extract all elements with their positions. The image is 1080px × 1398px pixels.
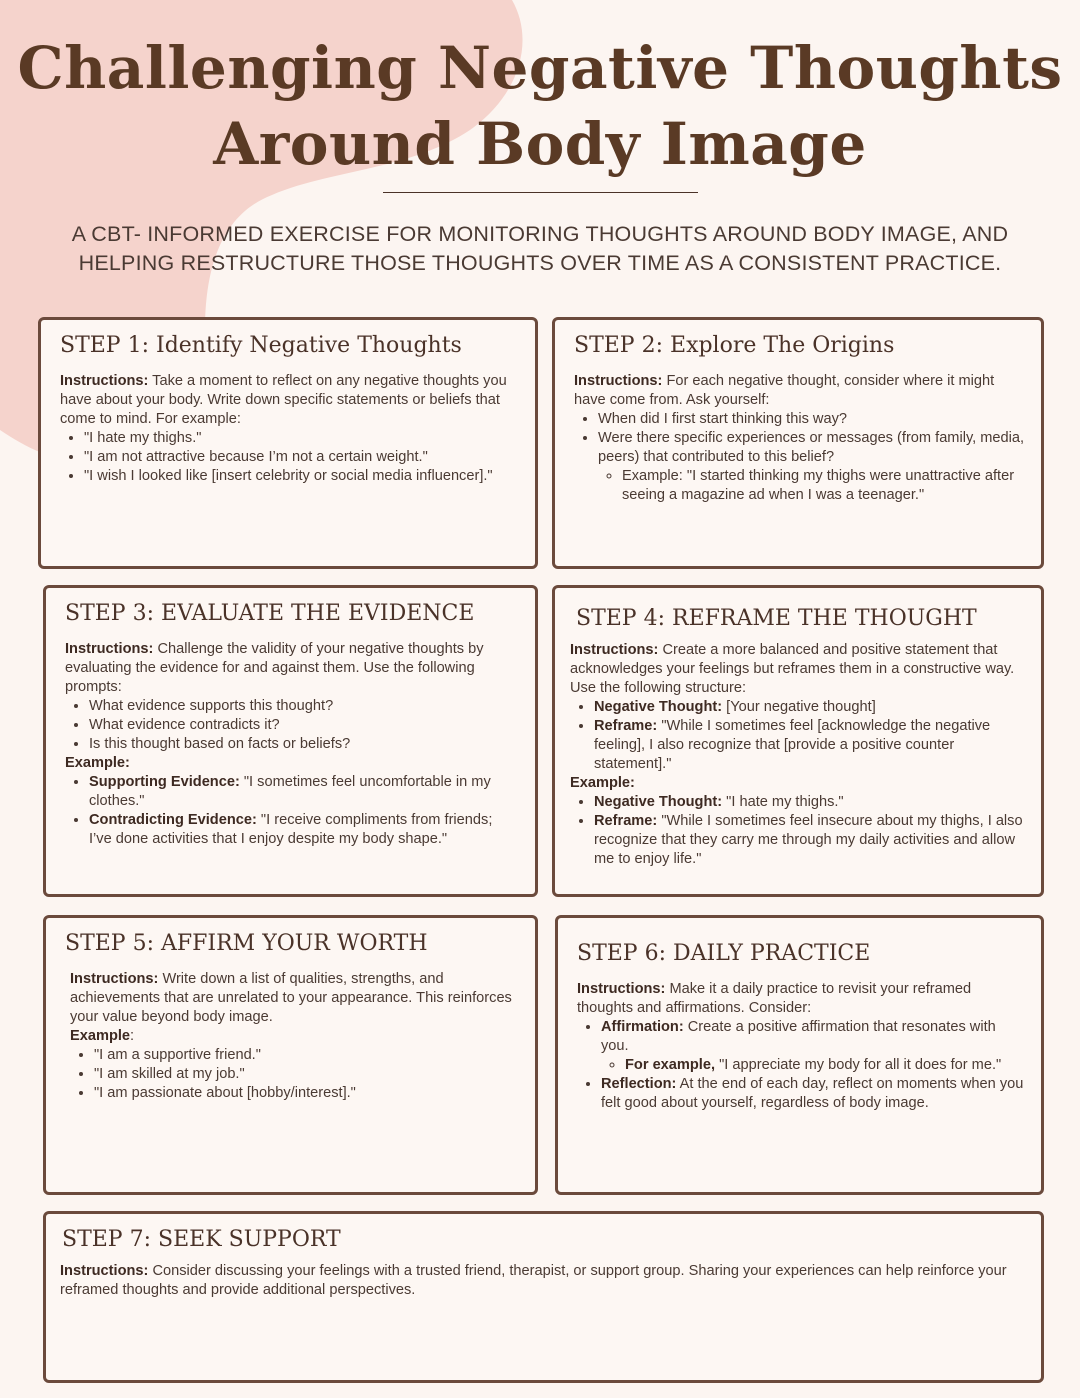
step-6-instructions <box>577 980 1025 1018</box>
list-item: • Supporting Evidence: "I sometimes feel uncomfortable in my clothes." <box>89 773 519 811</box>
step-2-list <box>574 410 1025 505</box>
step-3-example-heading: Example: <box>65 755 130 771</box>
instructions-text: For each negative thought, consider where it might have come from. Ask yourself: <box>574 373 995 408</box>
step-2-card <box>552 317 1044 569</box>
list-item: • "I wish I looked like [insert celebrity or social media influencer]." <box>84 467 519 486</box>
step-3-title: STEP 3: EVALUATE THE EVIDENCE <box>65 601 475 626</box>
step-7-instructions <box>60 1262 1025 1300</box>
sub-list-item: ◦ Example: "I started thinking my thighs were unattractive after seeing a magazine ad when I was a teenager." <box>622 467 1025 505</box>
step-1-card <box>38 317 538 569</box>
step-1-title: STEP 1: Identify Negative Thoughts <box>60 333 462 358</box>
sub-list-item: ◦ For example, "I appreciate my body for all it does for me." <box>625 1056 1025 1075</box>
step-2-instructions <box>574 372 1025 410</box>
step-3-examples <box>65 773 519 849</box>
step-4-instructions <box>570 641 1025 698</box>
list-item: • Negative Thought: [Your negative thought] <box>594 698 1025 717</box>
step-5-card <box>43 915 538 1195</box>
step-6-sublist <box>601 1056 1025 1075</box>
step-2-sublist <box>598 467 1025 505</box>
list-item: • "I hate my thighs." <box>84 429 519 448</box>
step-7-title: STEP 7: SEEK SUPPORT <box>62 1227 341 1252</box>
page-subtitle <box>60 220 1020 278</box>
list-item: • Reframe: "While I sometimes feel [acknowledge the negative feeling], I also recognize that [provide a positive counter statement]." <box>594 717 1025 774</box>
step-3-body <box>65 640 519 849</box>
instructions-text: Challenge the validity of your negative thoughts by evaluating the evidence for and against them. Use the following prompts: <box>65 641 484 695</box>
title-divider <box>383 192 698 193</box>
list-item: • Reframe: "While I sometimes feel insecure about my thighs, I also recognize that they carry me through my daily activities and allow me to enjoy life." <box>594 812 1025 869</box>
step-4-structure <box>570 698 1025 774</box>
step-1-body <box>60 372 519 486</box>
list-item: • What evidence contradicts it? <box>89 716 519 735</box>
step-2-body <box>574 372 1025 505</box>
list-item: • Negative Thought: "I hate my thighs." <box>594 793 1025 812</box>
step-2-title: STEP 2: Explore The Origins <box>574 333 895 358</box>
step-3-prompts <box>65 697 519 754</box>
list-item: • "I am passionate about [hobby/interest]." <box>94 1084 519 1103</box>
instructions-label: Instructions: <box>574 373 663 389</box>
step-7-card <box>43 1211 1044 1383</box>
step-4-examples <box>570 793 1025 869</box>
step-4-title: STEP 4: REFRAME THE THOUGHT <box>576 606 977 631</box>
list-item: • When did I first start thinking this way? <box>598 410 1025 429</box>
step-7-body <box>60 1262 1025 1300</box>
step-6-body <box>577 980 1025 1113</box>
step-5-example-heading: Example: <box>70 1028 135 1044</box>
instructions-label: Instructions: <box>70 971 159 987</box>
step-5-list <box>70 1046 519 1103</box>
step-5-title: STEP 5: AFFIRM YOUR WORTH <box>65 931 428 956</box>
step-4-card <box>552 585 1044 897</box>
subtitle-line-1: A CBT- INFORMED EXERCISE FOR MONITORING THOUGHTS AROUND BODY IMAGE, AND <box>71 222 1009 246</box>
step-5-body <box>65 970 519 1103</box>
instructions-label: Instructions: <box>577 981 666 997</box>
step-6-list <box>577 1018 1025 1113</box>
step-4-body <box>570 641 1025 869</box>
step-3-instructions <box>65 640 519 697</box>
instructions-label: Instructions: <box>60 1263 149 1279</box>
title-line-1: Challenging Negative Thoughts <box>17 34 1063 102</box>
title-line-2: Around Body Image <box>213 110 867 178</box>
step-6-title: STEP 6: DAILY PRACTICE <box>577 941 871 966</box>
list-item: • Reflection: At the end of each day, reflect on moments when you felt good about yourself, regardless of body image. <box>601 1075 1025 1113</box>
step-3-card <box>43 585 538 897</box>
instructions-label: Instructions: <box>65 641 154 657</box>
list-item: • "I am a supportive friend." <box>94 1046 519 1065</box>
list-item: • What evidence supports this thought? <box>89 697 519 716</box>
list-item: • Contradicting Evidence: "I receive compliments from friends; I’ve done activities that I enjoy despite my body shape." <box>89 811 519 849</box>
page-title <box>0 30 1080 182</box>
step-1-list <box>60 429 519 486</box>
instructions-text: Take a moment to reflect on any negative thoughts you have about your body. Write down specific statements or beliefs that come to mind. For example: <box>60 373 507 427</box>
instructions-text: Consider discussing your feelings with a trusted friend, therapist, or support group. Sharing your experiences can help reinforce your reframed thoughts and provide additional perspectives. <box>60 1263 1007 1298</box>
instructions-text: Write down a list of qualities, strengths, and achievements that are unrelated to your appearance. This reinforces your value beyond body image. <box>70 971 512 1025</box>
list-item: • Affirmation: Create a positive affirmation that resonates with you. ◦ For example, "I appreciate my body for all it does for me." <box>601 1018 1025 1075</box>
list-item: • "I am not attractive because I’m not a certain weight." <box>84 448 519 467</box>
subtitle-line-2: HELPING RESTRUCTURE THOSE THOUGHTS OVER TIME AS A CONSISTENT PRACTICE. <box>78 251 1002 275</box>
list-item-text: Were there specific experiences or messages (from family, media, peers) that contributed to this belief? <box>598 430 1025 465</box>
step-6-card <box>555 915 1044 1195</box>
instructions-label: Instructions: <box>570 642 659 658</box>
step-4-example-heading: Example: <box>570 775 635 791</box>
list-item: • Is this thought based on facts or beliefs? <box>89 735 519 754</box>
step-1-instructions <box>60 372 519 429</box>
list-item <box>598 429 1025 505</box>
instructions-label: Instructions: <box>60 373 149 389</box>
step-5-instructions <box>70 970 519 1027</box>
instructions-text: Make it a daily practice to revisit your reframed thoughts and affirmations. Consider: <box>577 981 972 1016</box>
list-item: • "I am skilled at my job." <box>94 1065 519 1084</box>
instructions-text: Create a more balanced and positive statement that acknowledges your feelings but reframes them in a constructive way. Use the following structure: <box>570 642 1015 696</box>
